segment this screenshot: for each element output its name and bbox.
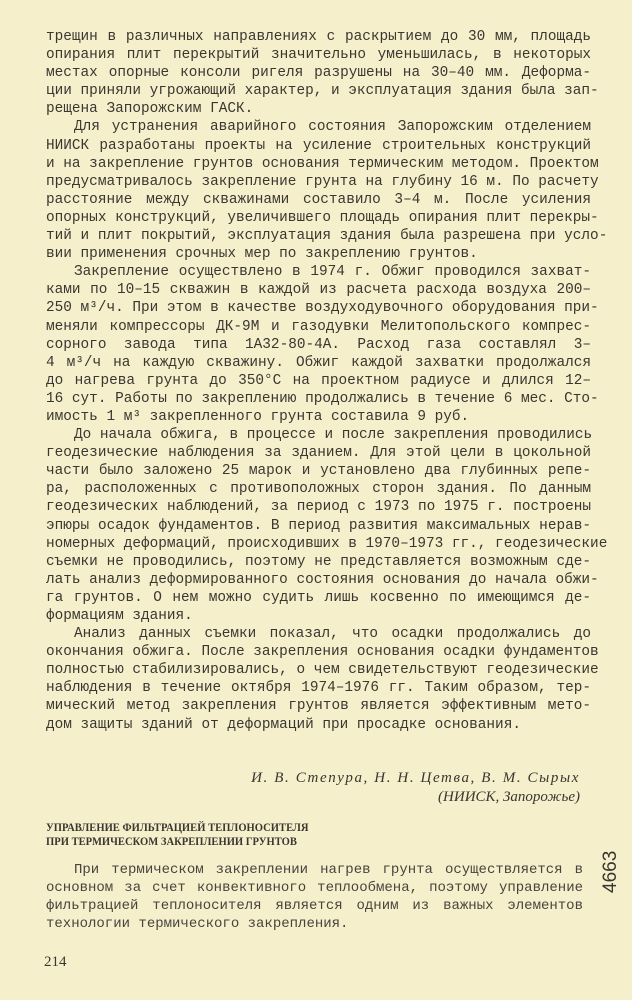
text-line: га грунтов. О нем можно судить лишь косвенно по имеющимся де-	[46, 589, 591, 606]
paragraph	[46, 426, 608, 625]
article2-body	[46, 862, 583, 934]
text-line: до нагрева грунта до 350°С на проектном радиусе и длился 12–	[46, 372, 591, 389]
text-line: 4 м³/ч на каждую скважину. Обжиг каждой захватки продолжался	[46, 354, 591, 371]
author-block	[251, 769, 580, 807]
text-line: эпюры осадок фундаментов. В период развития максимальных нерав-	[46, 517, 591, 534]
text-line: основном за счет конвективного теплообмена, поэтому управление	[46, 880, 583, 897]
text-line: сорного завода типа 1А32-80-4А. Расход газа составлял 3–	[46, 336, 591, 353]
paragraph	[46, 118, 608, 263]
text-line: полностью стабилизировались, о чем свидетельствуют геодезические	[46, 662, 599, 679]
heading-line: ПРИ ТЕРМИЧЕСКОМ ЗАКРЕПЛЕНИИ ГРУНТОВ	[46, 836, 297, 848]
text-line: ра, расположенных с противоположных сторон здания. По данным	[46, 481, 591, 498]
text-line: Для устранения аварийного состояния Запорожским отделением	[74, 119, 591, 136]
paragraph	[46, 28, 599, 118]
text-line: дом защиты зданий от деформаций при просадке основания.	[46, 716, 521, 733]
authors: И. В. Степура, Н. Н. Цетва, В. М. Сырых	[251, 770, 580, 786]
text-line: расстояние между скважинами составило 3–4 м. После усиления	[46, 191, 591, 208]
text-line: предусматривалось закрепление грунта на глубину 16 м. По расчету	[46, 173, 599, 190]
text-line: 16 сут. Работы по закреплению продолжались в течение 6 мес. Сто-	[46, 390, 599, 407]
text-line: ции приняли угрожающий характер, и эксплуатация здания была зап-	[46, 83, 599, 100]
text-line: окончания обжига. После закрепления основания осадки фундаментов	[46, 644, 599, 661]
text-line: НИИСК разработаны проекты на усиление строительных конструкций	[46, 137, 591, 154]
text-line: До начала обжига, в процессе и после закрепления проводились	[74, 427, 593, 444]
text-line: номерных деформаций, происходивших в 1970–1973 гг., геодезические	[46, 535, 608, 552]
text-line: 250 м³/ч. При этом в качестве воздуходувочного оборудования при-	[46, 300, 599, 317]
text-line: опирания плит перекрытий значительно уменьшилась, в некоторых	[46, 47, 591, 64]
text-line: Анализ данных съемки показал, что осадки продолжались до	[74, 626, 591, 643]
text-line: опорных конструкций, увеличившего площадь опирания плит перекры-	[46, 209, 599, 226]
page-number: 214	[44, 954, 67, 970]
text-line: имость 1 м³ закрепленного грунта составила 9 руб.	[46, 408, 470, 425]
paragraph	[46, 263, 599, 426]
paragraph	[46, 862, 583, 934]
inventory-stamp-number: 4663	[600, 850, 621, 893]
article-body	[46, 28, 608, 734]
text-line: съемки не проводились, поэтому не представляется возможным сде-	[46, 553, 591, 570]
text-line: наблюдения в течение октября 1974–1976 гг. Таким образом, тер-	[46, 680, 591, 697]
text-line: лать анализ деформированного состояния основания до начала обжи-	[46, 571, 599, 588]
text-line: При термическом закреплении нагрев грунта осуществляется в	[74, 862, 583, 878]
text-line: тий и плит покрытий, эксплуатация здания была разрешена при усло-	[46, 228, 608, 245]
affiliation: (НИИСК, Запорожье)	[438, 789, 580, 805]
text-line: геодезические наблюдения за зданием. Для этой цели в цокольной	[46, 445, 591, 462]
paragraph	[46, 625, 599, 734]
text-line: рещена Запорожским ГАСК.	[46, 101, 254, 118]
text-line: ками по 10–15 скважин в каждой из расчета расхода воздуха 200–	[46, 282, 591, 299]
text-line: меняли компрессоры ДК-9М и газодувки Мелитопольского компрес-	[46, 318, 591, 335]
text-line: геодезических наблюдений, за период с 1973 по 1975 г. построены	[46, 499, 591, 516]
heading-line: УПРАВЛЕНИЕ ФИЛЬТРАЦИЕЙ ТЕПЛОНОСИТЕЛЯ	[46, 822, 309, 834]
text-line: трещин в различных направлениях с раскрытием до 30 мм, площадь	[46, 29, 591, 45]
text-line: формациям здания.	[46, 608, 193, 624]
text-line: фильтрацией теплоносителя является одним из важных элементов	[46, 898, 583, 915]
text-line: и на закрепление грунтов основания термическим методом. Проектом	[46, 155, 599, 172]
text-line: технологии термического закрепления.	[46, 916, 349, 933]
article-heading	[46, 821, 309, 849]
text-line: части было заложено 25 марок и установлено два глубинных репе-	[46, 463, 591, 480]
text-line: вии применения срочных мер по закреплению грунтов.	[46, 246, 478, 263]
text-line: местах опорные консоли ригеля разрушены на 30–40 мм. Деформа-	[46, 65, 591, 82]
text-line: Закрепление осуществлено в 1974 г. Обжиг проводился захват-	[74, 264, 591, 281]
text-line: мический метод закрепления грунтов является эффективным мето-	[46, 698, 591, 715]
